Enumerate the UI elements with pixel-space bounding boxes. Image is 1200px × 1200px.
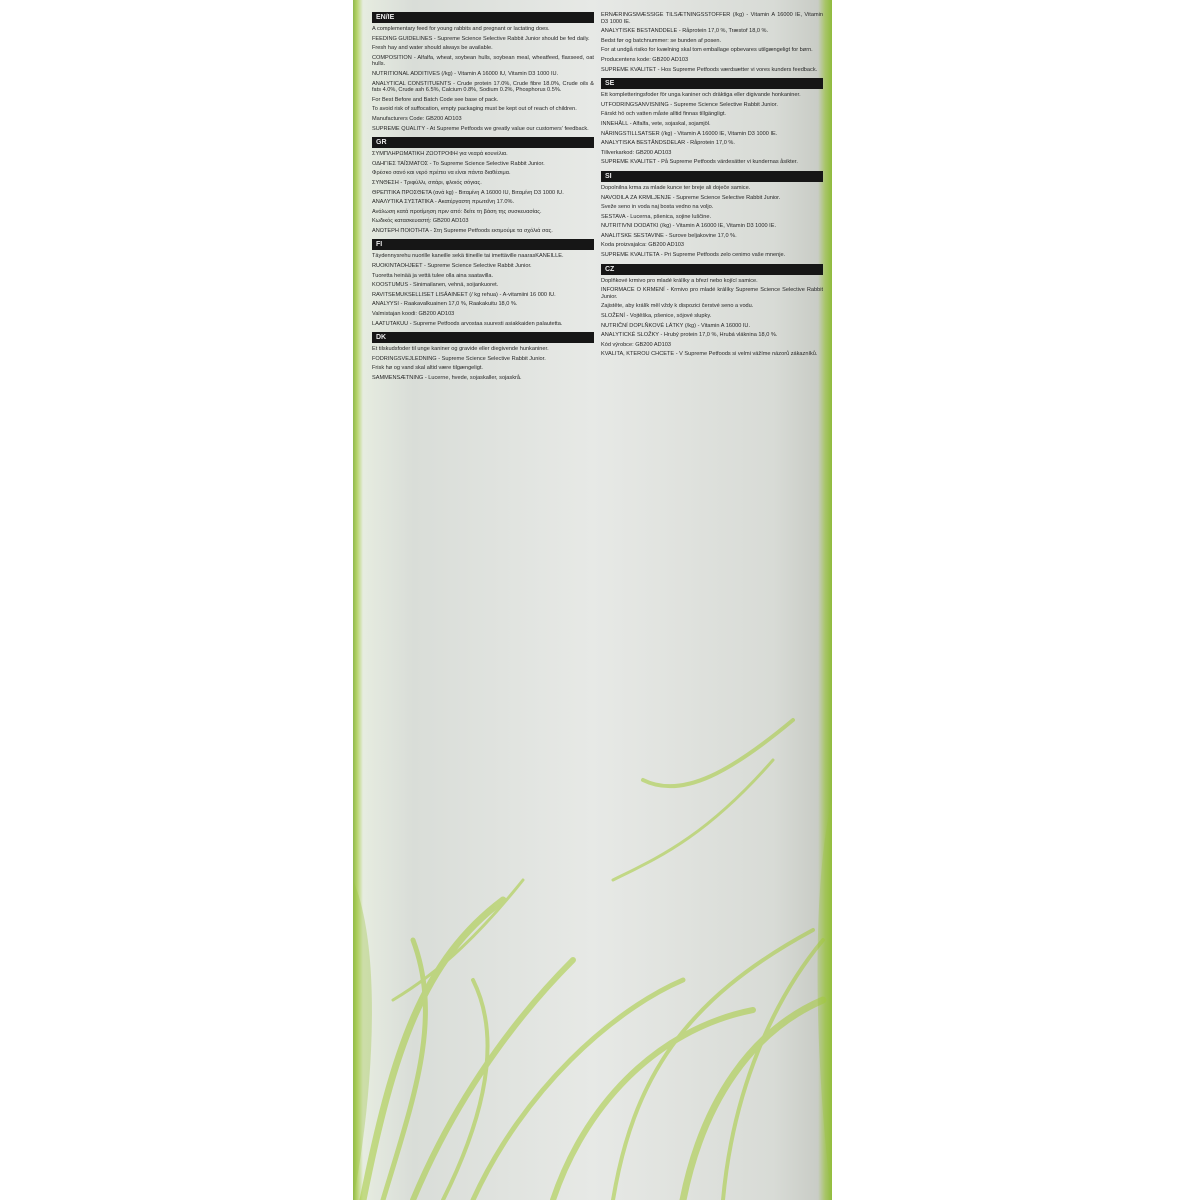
language-code-header: CZ <box>601 264 823 275</box>
language-section <box>372 239 594 327</box>
label-paragraph: NÄRINGSTILLSATSER (/kg) - Vitamin A 16000 IE, Vitamin D3 1000 IE. <box>601 130 778 137</box>
label-paragraph: Sveže seno in voda naj bosta vedno na voljo. <box>601 204 714 211</box>
language-code-header: EN/IE <box>372 12 594 23</box>
label-paragraph: ΣΥΝΘΕΣΗ - Τριφύλλι, σιτάρι, φλοιός σόγιας. <box>372 179 482 186</box>
language-code-header: SI <box>601 171 823 182</box>
label-paragraph: RAVITSEMUKSELLISET LISÄAINEET (/ kg rehua) - A-vitamiini 16 000 IU. <box>372 291 556 298</box>
label-paragraph: SESTAVA - Lucerna, pšenica, sojine luščine. <box>601 213 712 220</box>
label-paragraph: NUTRITIONAL ADDITIVES (/kg) - Vitamin A 16000 IU, Vitamin D3 1000 IU. <box>372 70 559 77</box>
language-code-header: SE <box>601 78 823 89</box>
label-paragraph: KOOSTUMUS - Sinimailanen, vehnä, soijankuoret. <box>372 282 499 289</box>
label-paragraph: For Best Before and Batch Code see base of pack. <box>372 96 499 103</box>
label-paragraph: SUPREME KVALITET - På Supreme Petfoods värdesätter vi kundernas åsikter. <box>601 159 798 166</box>
label-paragraph: ΟΔΗΓΙΕΣ ΤΑΪΣΜΑΤΟΣ - Το Supreme Science Selective Rabbit Junior. <box>372 160 545 167</box>
label-paragraph: NUTRITIVNI DODATKI (/kg) - Vitamin A 16000 IE, Vitamin D3 1000 IE. <box>601 223 777 230</box>
language-section <box>601 12 823 73</box>
label-paragraph: ANALYTICKÉ SLOŽKY - Hrubý protein 17,0 %, Hrubá vláknina 18,0 %. <box>601 332 778 339</box>
label-paragraph: INFORMACE O KRMENÍ - Krmivo pro mladé králíky Supreme Science Selective Rabbit Junior. <box>601 287 823 300</box>
language-section <box>601 264 823 358</box>
label-paragraph: NAVODILA ZA KRMLJENJE - Supreme Science Selective Rabbit Junior. <box>601 194 781 201</box>
language-code-header: DK <box>372 332 594 343</box>
label-paragraph: SUPREME QUALITY - At Supreme Petfoods we greatly value our customers' feedback. <box>372 125 589 132</box>
label-paragraph: ΑΝΑΛΥΤΙΚΑ ΣΥΣΤΑΤΙΚΑ - Ακατέργαστη πρωτεΐνη 17.0%. <box>372 199 515 206</box>
label-paragraph: ANALYYSI - Raakavalkuainen 17,0 %, Raakakuitu 18,0 %. <box>372 301 518 308</box>
label-paragraph: Zajistěte, aby králík měl vždy k dispozici čerstvé seno a vodu. <box>601 303 754 310</box>
label-paragraph: Färskt hö och vatten måste alltid finnas tillgängligt. <box>601 111 726 118</box>
label-paragraph: SUPREME KVALITETA - Pri Supreme Petfoods zelo cenimo vaše mnenje. <box>601 252 786 259</box>
label-paragraph: ΘΡΕΠΤΙΚΑ ΠΡΟΣΘΕΤΑ (ανά kg) - Βιταμίνη A 16000 IU, Βιταμίνη D3 1000 IU. <box>372 189 564 196</box>
label-paragraph: Tillverkarkod: GB200 AD103 <box>601 149 672 156</box>
label-paragraph: RUOKINTAOHJEET - Supreme Science Selective Rabbit Junior. <box>372 263 532 270</box>
label-paragraph: UTFODRINGSANVISNING - Supreme Science Selective Rabbit Junior. <box>601 101 778 108</box>
left-column <box>372 12 594 387</box>
language-section <box>601 78 823 166</box>
label-paragraph: ANALITSKE SESTAVINE - Surove beljakovine 17,0 %. <box>601 232 737 239</box>
label-paragraph: ERNÆRINGSMÆSSIGE TILSÆTNINGSSTOFFER (/kg) - Vitamin A 16000 IE, Vitamin D3 1000 IE. <box>601 12 823 25</box>
language-section <box>601 171 823 259</box>
label-paragraph: Kód výrobce: GB200 AD103 <box>601 341 671 348</box>
label-paragraph: Täydennysrehu nuorille kaneille sekä tiineille tai imettäville naarasKANEILLE. <box>372 253 564 260</box>
label-paragraph: ANALYTICAL CONSTITUENTS - Crude protein 17.0%, Crude fibre 18.0%, Crude oils & fats 4.0%, Crude ash 6.5%, Calcium 0.8%, Sodium 0.2%, Phosphorus 0.5%. <box>372 80 594 94</box>
label-paragraph: Κωδικός κατασκευαστή: GB200 AD103 <box>372 218 469 225</box>
language-code-header: FI <box>372 239 594 250</box>
label-paragraph: FEEDING GUIDELINES - Supreme Science Selective Rabbit Junior should be fed daily. <box>372 35 590 42</box>
label-paragraph: ANALYTISKE BESTANDDELE - Råprotein 17,0 %, Træstof 18,0 %. <box>601 28 769 35</box>
label-paragraph: Ανάλωση κατά προτίμηση πριν από: δείτε τη βάση της συσκευασίας. <box>372 208 542 215</box>
feed-label-panel <box>353 0 832 1200</box>
label-paragraph: To avoid risk of suffocation, empty packaging must be kept out of reach of children. <box>372 106 577 113</box>
label-paragraph: ΑΝΩΤΕΡΗ ΠΟΙΟΤΗΤΑ - Στη Supreme Petfoods εκτιμούμε τα σχόλιά σας. <box>372 227 553 234</box>
language-section <box>372 332 594 381</box>
label-paragraph: SLOŽENÍ - Vojtěška, pšenice, sójové slupky. <box>601 313 712 320</box>
label-paragraph: Ett kompletteringsfoder för unga kaniner och dräktiga eller digivande honkaniner. <box>601 92 801 99</box>
label-paragraph: Fresh hay and water should always be available. <box>372 45 493 52</box>
label-paragraph: Doplňkové krmivo pro mladé králíky a březí nebo kojící samice. <box>601 277 758 284</box>
label-paragraph: ΣΥΜΠΛΗΡΩΜΑΤΙΚΗ ΖΩΟΤΡΟΦΗ για νεαρά κουνέλια. <box>372 151 508 158</box>
label-paragraph: Bedst før og batchnummer: se bunden af posen. <box>601 37 722 44</box>
label-paragraph: For at undgå risiko for kvælning skal tom emballage opbevares utilgængeligt for børn. <box>601 47 813 54</box>
label-paragraph: FODRINGSVEJLEDNING - Supreme Science Selective Rabbit Junior. <box>372 355 546 362</box>
label-paragraph: SUPREME KVALITET - Hos Supreme Petfoods værdsætter vi vores kunders feedback. <box>601 66 818 73</box>
language-section <box>372 137 594 234</box>
label-paragraph: Producentens kode: GB200 AD103 <box>601 56 689 63</box>
label-paragraph: COMPOSITION - Alfalfa, wheat, soybean hulls, soybean meal, wheatfeed, flaxseed, oat hulls. <box>372 54 594 68</box>
label-paragraph: Frisk hø og vand skal altid være tilgængeligt. <box>372 365 483 372</box>
label-paragraph: Et tilskudsfoder til unge kaniner og gravide eller diegivende hunkaniner. <box>372 346 549 353</box>
label-paragraph: A complementary feed for young rabbits and pregnant or lactating does. <box>372 26 550 32</box>
label-paragraph: INNEHÅLL - Alfalfa, vete, sojaskal, sojamjöl. <box>601 120 711 127</box>
label-paragraph: Φρέσκο σανό και νερό πρέπει να είναι πάντα διαθέσιμα. <box>372 170 511 177</box>
label-paragraph: NUTRIČNÍ DOPLŇKOVÉ LÁTKY (/kg) - Vitamin A 16000 IU. <box>601 322 751 329</box>
language-code-header: GR <box>372 137 594 148</box>
label-paragraph: Dopolnilna krma za mlade kunce ter breje ali doječe samice. <box>601 184 751 191</box>
label-paragraph: Manufacturers Code: GB200 AD103 <box>372 115 462 122</box>
label-paragraph: KVALITA, KTEROU CHCETE - V Supreme Petfoods si velmi vážíme názorů zákazníků. <box>601 351 818 358</box>
right-column <box>601 12 823 363</box>
language-section <box>372 12 594 132</box>
label-paragraph: SAMMENSÆTNING - Lucerne, hvede, sojaskaller, sojaskrå. <box>372 375 522 381</box>
label-paragraph: Tuoretta heinää ja vettä tulee olla aina saatavilla. <box>372 272 494 279</box>
label-paragraph: LAATUTAKUU - Supreme Petfoods arvostaa suuresti asiakkaiden palautetta. <box>372 320 563 327</box>
label-paragraph: Koda proizvajalca: GB200 AD103 <box>601 242 685 249</box>
label-paragraph: ANALYTISKA BESTÅNDSDELAR - Råprotein 17,0 %. <box>601 140 735 147</box>
label-paragraph: Valmistajan koodi: GB200 AD103 <box>372 311 455 318</box>
